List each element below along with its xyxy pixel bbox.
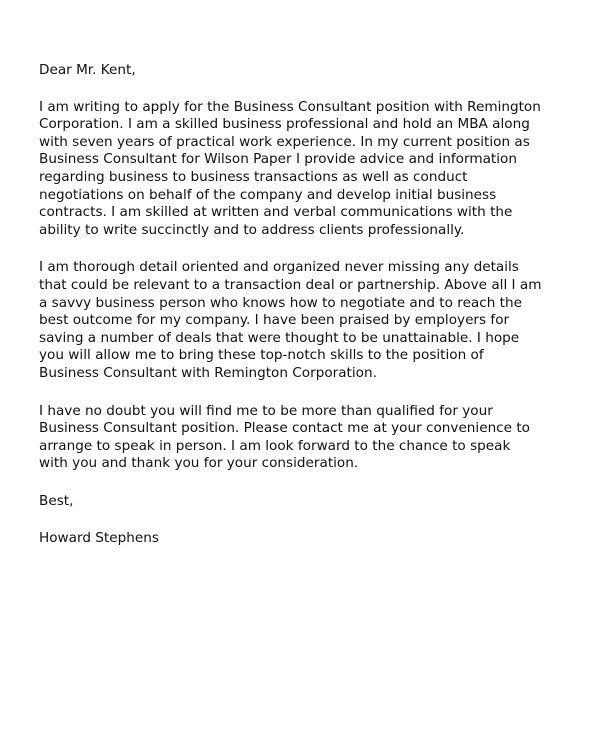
body-paragraph-1 xyxy=(39,99,579,240)
salutation: Dear Mr. Kent, xyxy=(39,62,136,78)
body-paragraph-2 xyxy=(39,259,579,382)
paragraph-line: arrange to speak in person. I am look forward to the chance to speak xyxy=(39,437,511,454)
paragraph-line: that could be relevant to a transaction deal or partnership. Above all I am xyxy=(39,276,542,293)
paragraph-line: a savvy business person who knows how to negotiate and to reach the xyxy=(39,294,522,311)
paragraph-line: regarding business to business transactions as well as conduct xyxy=(39,168,468,185)
paragraph-line: Business Consultant with Remington Corporation. xyxy=(39,364,377,381)
paragraph-line: you will allow me to bring these top-notch skills to the position of xyxy=(39,347,484,364)
paragraph-line: Corporation. I am a skilled business professional and hold an MBA along xyxy=(39,116,530,133)
paragraph-line: with seven years of practical work experience. In my current position as xyxy=(39,133,530,150)
paragraph-line: with you and thank you for your consideration. xyxy=(39,455,359,472)
paragraph-line: best outcome for my company. I have been praised by employers for xyxy=(39,312,510,329)
paragraph-line: I am thorough detail oriented and organized never missing any details xyxy=(39,259,519,276)
paragraph-line: Business Consultant for Wilson Paper I provide advice and information xyxy=(39,151,517,168)
paragraph-line: contracts. I am skilled at written and verbal communications with the xyxy=(39,204,513,221)
paragraph-line: I have no doubt you will find me to be more than qualified for your xyxy=(39,402,493,419)
paragraph-line: ability to write succinctly and to address clients professionally. xyxy=(39,221,465,238)
paragraph-line: saving a number of deals that were thought to be unattainable. I hope xyxy=(39,329,520,346)
paragraph-line: I am writing to apply for the Business Consultant position with Remington xyxy=(39,98,541,115)
body-paragraph-3 xyxy=(39,403,579,473)
paragraph-line: negotiations on behalf of the company and develop initial business xyxy=(39,186,497,203)
paragraph-line: Business Consultant position. Please contact me at your convenience to xyxy=(39,420,530,437)
signature-name: Howard Stephens xyxy=(39,530,159,547)
cover-letter xyxy=(39,62,579,548)
closing: Best, xyxy=(39,492,74,509)
